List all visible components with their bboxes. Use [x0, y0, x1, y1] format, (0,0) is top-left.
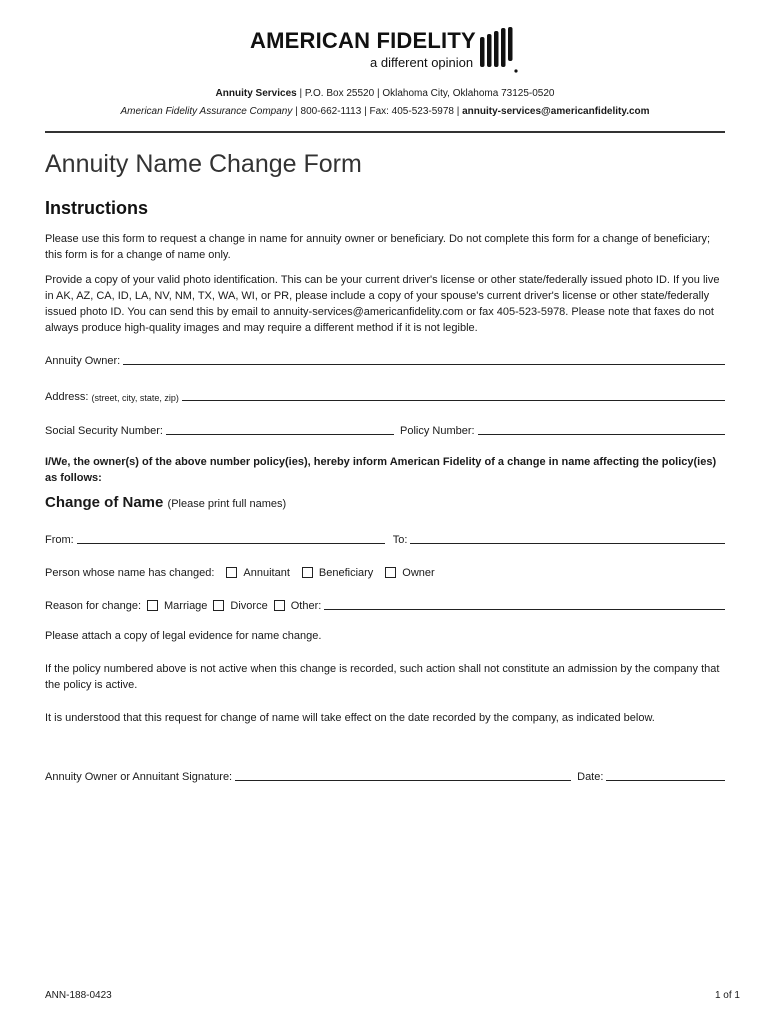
change-note: (Please print full names): [167, 498, 287, 510]
signature-row: [45, 765, 725, 783]
from-to-row: [45, 528, 725, 546]
other-reason-field[interactable]: [324, 597, 725, 610]
from-field[interactable]: [77, 531, 385, 544]
ssn-policy-row: [45, 419, 725, 437]
marriage-label: Marriage: [164, 600, 208, 612]
address-row: [45, 385, 725, 403]
address-hint: (street, city, state, zip): [91, 393, 179, 403]
logo-name: AMERICAN FIDELITY: [250, 28, 476, 53]
annuity-owner-label: Annuity Owner:: [45, 355, 121, 367]
postal-address: | P.O. Box 25520 | Oklahoma City, Oklahoma 73125-0520: [296, 88, 555, 99]
divorce-checkbox[interactable]: [213, 600, 224, 611]
person-changed-row: [45, 561, 725, 579]
ssn-label: Social Security Number:: [45, 425, 163, 437]
owner-checkbox[interactable]: [385, 567, 396, 578]
instructions-paragraph-2: Provide a copy of your valid photo identification. This can be your current driver's license or other state/federally issued photo ID. If you live in AK, AZ, CA, ID, LA, NV, NM, TX, WA, WI, or PR, please include a copy of your spouse's current driver's license or other state/federally issued photo ID. You can send this by email to annuity-services@americanfidelity.com or fax 405-523-5978. Please note that faxes do not always produce high-quality images and may require a different method if it is not legible.: [45, 274, 720, 334]
other-checkbox[interactable]: [274, 600, 285, 611]
contact-email: annuity-services@americanfidelity.com: [462, 106, 650, 117]
beneficiary-option[interactable]: [302, 567, 373, 579]
company-logo-icon: [480, 27, 522, 75]
from-label: From:: [45, 534, 74, 546]
department-name: Annuity Services: [215, 88, 297, 99]
beneficiary-label: Beneficiary: [318, 567, 374, 579]
owner-option[interactable]: [385, 567, 434, 579]
contact-line-1: [0, 88, 770, 99]
effective-date-note: It is understood that this request for change of name will take effect on the date recorded by the company, as indicated below.: [45, 712, 655, 724]
marriage-checkbox[interactable]: [147, 600, 158, 611]
policy-number-field[interactable]: [478, 422, 725, 435]
to-label: To:: [392, 534, 408, 546]
annuitant-checkbox[interactable]: [226, 567, 237, 578]
contact-line-2: [0, 106, 770, 117]
header-divider: [45, 131, 725, 133]
ssn-field[interactable]: [166, 422, 394, 435]
form-code: ANN-188-0423: [45, 990, 112, 1001]
page-number: 1 of 1: [714, 990, 740, 1001]
marriage-option[interactable]: [147, 600, 207, 612]
instructions-paragraph-1: Please use this form to request a change in name for annuity owner or beneficiary. Do not complete this form for a change of beneficiary; this form is for a change of name only.: [45, 233, 711, 261]
person-changed-label: Person whose name has changed:: [45, 567, 215, 579]
form-title: Annuity Name Change Form: [45, 150, 362, 178]
attach-evidence-note: Please attach a copy of legal evidence for name change.: [45, 630, 322, 642]
reason-label: Reason for change:: [45, 600, 142, 612]
policy-not-active-note: If the policy numbered above is not active when this change is recorded, such action shall not constitute an admission by the company that the policy is active.: [45, 663, 720, 691]
phone-fax: | 800-662-1113 | Fax: 405-523-5978 |: [292, 106, 463, 117]
instructions-heading: Instructions: [45, 198, 149, 218]
other-option[interactable]: [274, 600, 322, 612]
beneficiary-checkbox[interactable]: [302, 567, 313, 578]
other-label: Other:: [290, 600, 322, 612]
change-heading-text: Change of Name: [45, 494, 164, 511]
to-field[interactable]: [410, 531, 725, 544]
divorce-label: Divorce: [230, 600, 268, 612]
reason-row: [45, 594, 725, 612]
divorce-option[interactable]: [213, 600, 267, 612]
change-of-name-heading: [45, 494, 286, 511]
signature-label: Annuity Owner or Annuitant Signature:: [45, 771, 233, 783]
annuity-owner-field[interactable]: [123, 352, 725, 365]
annuity-owner-row: [45, 349, 725, 367]
address-label: Address:: [45, 391, 89, 403]
annuitant-option[interactable]: [226, 567, 289, 579]
company-name: American Fidelity Assurance Company: [120, 106, 293, 117]
owner-label: Owner: [402, 567, 435, 579]
address-field[interactable]: [182, 388, 725, 401]
policy-number-label: Policy Number:: [400, 425, 475, 437]
date-label: Date:: [577, 771, 604, 783]
logo-tagline: a different opinion: [370, 55, 474, 70]
declaration-text: I/We, the owner(s) of the above number policy(ies), hereby inform American Fidelity of a change in name affecting the policy(ies) as follows:: [45, 456, 717, 484]
annuitant-label: Annuitant: [243, 567, 290, 579]
signature-field[interactable]: [235, 768, 571, 781]
date-field[interactable]: [606, 768, 725, 781]
